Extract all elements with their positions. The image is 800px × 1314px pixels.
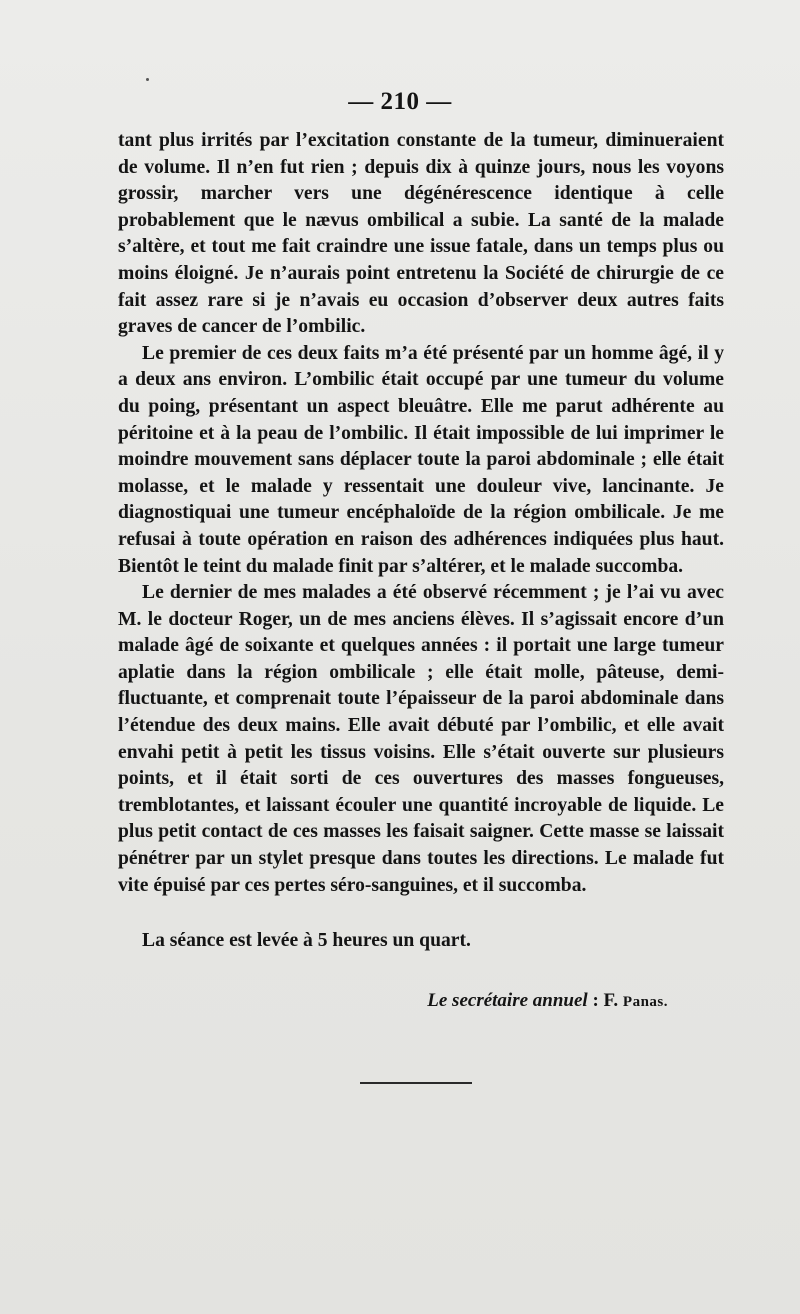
closing-line: La séance est levée à 5 heures un quart. [142,930,471,951]
paragraph-second-case: Le dernier de mes malades a été observé récemment ; je l’ai vu avec M. le docteur Roger, un de mes anciens élèves. Il s’agissait encore d’un malade âgé de soixante et quelques années : il portait une large tumeur aplatie dans la région ombilicale ; elle était molle, pâteuse, demi-fluctuante, et comprenait toute l’épaisseur de la paroi abdominale dans l’étendue des deux mains. Elle avait débuté par l’ombilic, et elle avait envahi petit à petit les tissus voisins. Elle s’était ouverte sur plusieurs points, et il était sorti de ces ouvertures des masses fongueuses, tremblotantes, et laissant écouler une quantité incroyable de liquide. Le plus petit contact de ces masses les faisait saigner. Cette masse se laissait pénétrer par un stylet presque dans toutes les directions. Le malade fut vite épuisé par ces pertes séro-sanguines, et il succomba. [118,582,724,896]
signature-separator: : F. [587,990,623,1011]
body-text [118,128,724,899]
signature-role: Le secrétaire annuel [427,990,588,1011]
page-number: — 210 — [348,88,452,115]
closing-rule-divider [360,1082,472,1084]
paragraph-first-case: Le premier de ces deux faits m’a été présenté par un homme âgé, il y a deux ans environ. L’ombilic était occupé par une tumeur du volume du poing, présentant un aspect bleuâtre. Elle me parut adhérente au péritoine et à la peau de l’ombilic. Il était impossible de lui imprimer le moindre mouvement sans déplacer toute la paroi abdominale ; elle était molasse, et le malade y ressentait une douleur vive, lancinante. Je diagnostiquai une tumeur encéphaloïde de la région ombilicale. Je me refusai à toute opération en raison des adhérences indiquées plus haut. Bientôt le teint du malade finit par s’altérer, et le malade succomba. [118,342,724,577]
signature [427,990,668,1012]
ink-speck [146,78,149,81]
signature-name: Panas. [622,994,668,1010]
paragraph-continuation: tant plus irrités par l’excitation constante de la tumeur, diminueraient de volume. Il n’en fut rien ; depuis dix à quinze jours, nous les voyons grossir, marcher vers une dégénérescence identique à celle probablement que le nævus ombilical a subie. La santé de la malade s’altère, et tout me fait craindre une issue fatale, dans un temps plus ou moins éloigné. Je n’aurais point entretenu la Société de chirurgie de ce fait assez rare si je n’avais eu occasion d’observer deux autres faits graves de cancer de l’ombilic. [118,130,724,338]
